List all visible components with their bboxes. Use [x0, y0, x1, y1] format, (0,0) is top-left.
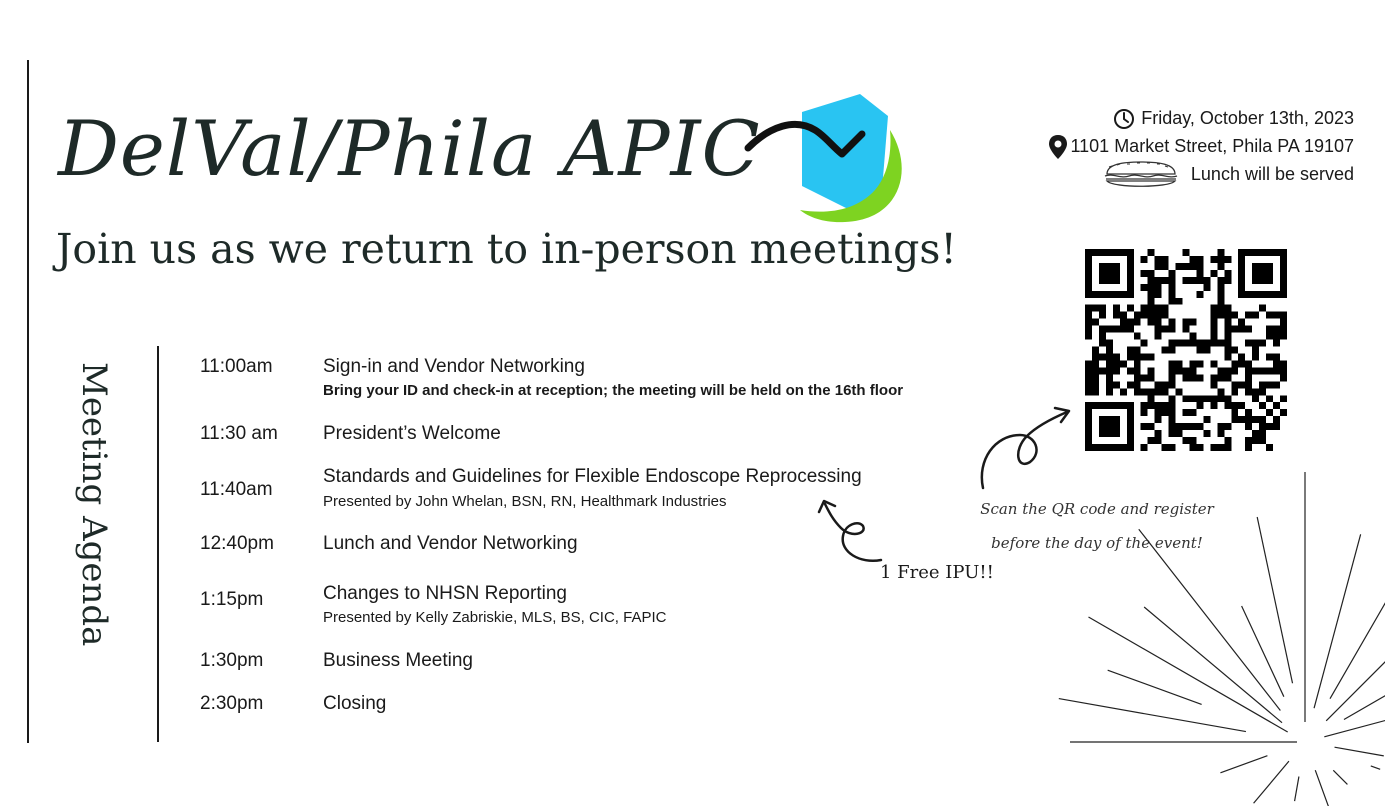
- left-divider: [27, 60, 29, 743]
- clock-icon: [1113, 108, 1135, 130]
- agenda-title: Sign-in and Vendor Networking: [323, 356, 585, 377]
- event-address: [1048, 134, 1354, 160]
- sunburst-decoration: [1030, 470, 1385, 806]
- qr-instructions-line: before the day of the event!: [991, 534, 1203, 552]
- ipu-callout: 1 Free IPU!!: [880, 562, 994, 583]
- event-date-text: Friday, October 13th, 2023: [1141, 108, 1354, 128]
- agenda-presenter: Presented by John Whelan, BSN, RN, Healthmark Industries: [323, 493, 727, 510]
- agenda-divider: [157, 346, 159, 742]
- qr-instructions-line: Scan the QR code and register: [980, 500, 1214, 518]
- page-title: DelVal/Phila APIC: [58, 104, 761, 193]
- curly-arrow-icon: [815, 492, 890, 567]
- sandwich-icon: [1103, 160, 1179, 190]
- agenda-time: 11:40am: [200, 479, 273, 500]
- agenda-time: 11:00am: [200, 356, 273, 377]
- event-date: [1113, 108, 1354, 130]
- agenda-presenter: Presented by Kelly Zabriskie, MLS, BS, CIC, FAPIC: [323, 609, 667, 626]
- page-subtitle: Join us as we return to in-person meetings!: [56, 225, 957, 273]
- agenda-note: Bring your ID and check-in at reception; the meeting will be held on the 16th floor: [323, 382, 904, 399]
- agenda-title: President’s Welcome: [323, 423, 501, 444]
- agenda-time: 12:40pm: [200, 533, 274, 554]
- location-pin-icon: [1048, 134, 1068, 160]
- agenda-title: Lunch and Vendor Networking: [323, 533, 578, 554]
- agenda-heading: Meeting Agenda: [74, 362, 114, 647]
- agenda-time: 2:30pm: [200, 693, 264, 714]
- agenda-time: 1:30pm: [200, 650, 264, 671]
- event-lunch: [1103, 160, 1354, 190]
- agenda-time: 11:30 am: [200, 423, 278, 444]
- agenda-time: 1:15pm: [200, 589, 264, 610]
- event-lunch-text: Lunch will be served: [1190, 163, 1354, 184]
- event-address-text: 1101 Market Street, Phila PA 19107: [1070, 135, 1354, 156]
- agenda-title: Standards and Guidelines for Flexible Endoscope Reprocessing: [323, 466, 862, 487]
- agenda-title: Changes to NHSN Reporting: [323, 583, 567, 604]
- apic-logo: [740, 90, 915, 230]
- agenda-title: Closing: [323, 693, 387, 714]
- agenda-title: Business Meeting: [323, 650, 473, 671]
- qr-code[interactable]: [1085, 249, 1287, 451]
